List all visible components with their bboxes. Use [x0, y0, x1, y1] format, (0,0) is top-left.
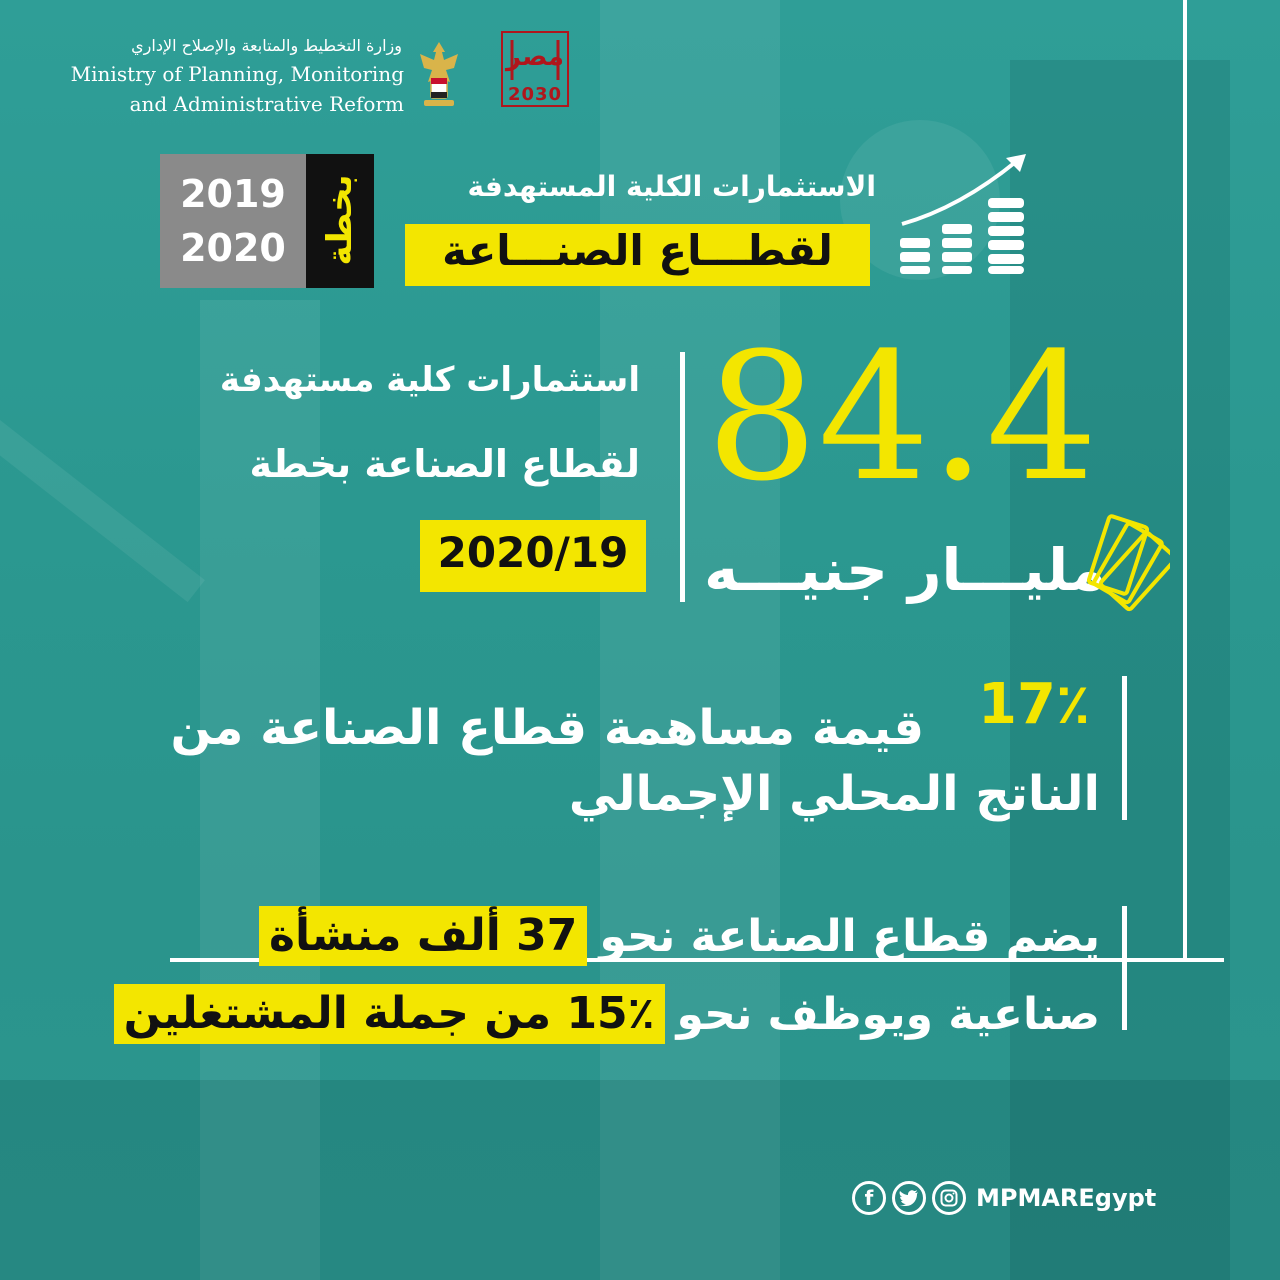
employment-line [114, 982, 1100, 1046]
plan-year-end: 2020 [180, 226, 286, 270]
plan-year-start: 2019 [180, 172, 286, 216]
gdp-share-percent: 17٪ [978, 672, 1091, 737]
establishments-line1 [259, 904, 1100, 968]
frame-vertical-line [1183, 0, 1187, 960]
vision-logo-year: 2030 [507, 84, 563, 105]
plan-years: 2020/19 [437, 528, 629, 577]
establishments-count-highlight: 37 ألف منشأة [259, 906, 587, 966]
establishments-text: يضم قطاع الصناعة نحو [599, 910, 1100, 962]
ministry-name-english-line1: Ministry of Planning, Monitoring [70, 62, 404, 86]
investment-unit: مليـــار جنيـــه [704, 536, 1106, 604]
separator-line [1122, 676, 1127, 820]
egypt-eagle-emblem-icon [414, 38, 464, 110]
gdp-share-text-line2: الناتج المحلي الإجمالي [568, 766, 1100, 822]
plan-label: بخطة [320, 174, 360, 266]
plan-year-box [160, 154, 306, 288]
separator-line [680, 352, 685, 602]
banknotes-icon [1078, 510, 1170, 620]
twitter-icon[interactable] [892, 1181, 926, 1215]
employment-text: صناعية ويوظف نحو [676, 988, 1100, 1040]
separator-line [1122, 906, 1127, 1030]
investment-description-line2: لقطاع الصناعة بخطة [249, 442, 640, 486]
plan-label-box [306, 154, 374, 288]
investment-value: 84.4 [706, 315, 1098, 520]
gdp-share-text-line1: قيمة مساهمة قطاع الصناعة من [170, 700, 924, 756]
facebook-icon[interactable]: f [852, 1181, 886, 1215]
investment-description-line1: استثمارات كلية مستهدفة [219, 360, 640, 400]
bg-crane [0, 420, 205, 602]
growth-chart-icon [894, 150, 1034, 274]
vision-logo-word: مصر [506, 42, 564, 72]
heading-sector: لقطـــاع الصنـــاعة [442, 226, 833, 275]
social-handle[interactable]: MPMAREgypt [976, 1184, 1157, 1212]
instagram-icon[interactable] [932, 1181, 966, 1215]
ministry-name-english-line2: and Administrative Reform [129, 92, 404, 116]
employment-share-highlight: 15٪ من جملة المشتغلين [114, 984, 665, 1044]
ministry-name-arabic: وزارة التخطيط والمتابعة والإصلاح الإداري [131, 36, 402, 55]
heading-title: الاستثمارات الكلية المستهدفة [467, 170, 876, 203]
social-media-bar [852, 1176, 1156, 1220]
